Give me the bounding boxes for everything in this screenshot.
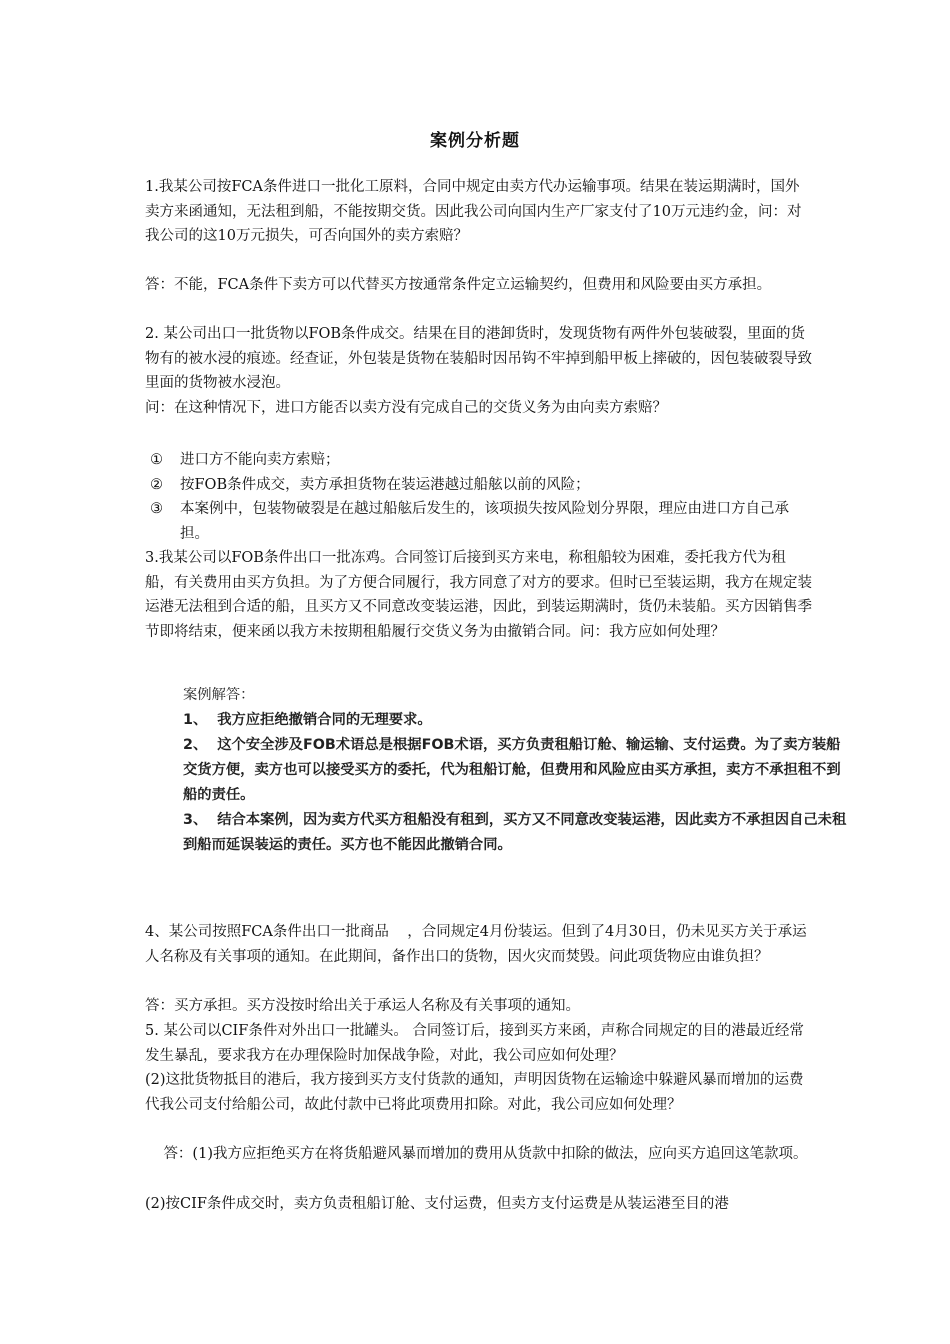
answer-3-item: 3、 结合本案例，因为卖方代买方租船没有租到，买方又不同意改变装运港，因此卖方不承担因自己未租到船而延误装运的责任。买方也不能因此撤销合同。 bbox=[183, 812, 847, 853]
question-5: 5. 某公司以CIF条件对外出口一批罐头。 合同签订后，接到买方来函，声称合同规定的目的港最近经常发生暴乱，要求我方在办理保险时加保战争险，对此，我公司应如何处理？ bbox=[145, 1023, 804, 1064]
list-item bbox=[150, 448, 812, 473]
answer-3-heading: 案例解答： bbox=[183, 687, 255, 703]
list-marker: ③ bbox=[150, 501, 163, 517]
list-marker: ① bbox=[150, 452, 163, 468]
question-3: 3.我某公司以FOB条件出口一批冻鸡。合同签订后接到买方来电，称租船较为困难，委托我方代为租船，有关费用由买方负担。为了方便合同履行，我方同意了对方的要求。但时已至装运期，我方在规定装运港无法租到合适的船，且买方又不同意改变装运港，因此，到装运期满时，货仍未装船。买方因销售季节即将结束，便来函以我方未按期租船履行交货义务为由撤销合同。问：我方应如何处理？ bbox=[145, 550, 812, 640]
answer-4: 答：买方承担。买方没按时给出关于承运人名称及有关事项的通知。 bbox=[145, 998, 580, 1014]
answer-3-item: 1、 我方应拒绝撤销合同的无理要求。 bbox=[183, 712, 432, 728]
answer-3-image-block bbox=[183, 683, 853, 858]
list-item bbox=[150, 473, 812, 498]
question-1: 1.我某公司按FCA条件进口一批化工原料，合同中规定由卖方代办运输事项。结果在装运期满时，国外卖方来函通知，无法租到船，不能按期交货。因此我公司向国内生产厂家支付了10万元违约金，问：对我公司的这10万元损失，可否向国外的卖方索赔？ bbox=[145, 179, 802, 244]
list-item-text: 按FOB条件成交，卖方承担货物在装运港越过船舷以前的风险； bbox=[180, 476, 590, 493]
answer-5-part-1: 答：(1)我方应拒绝买方在将货船避风暴而增加的费用从货款中扣除的做法，应向买方追回这笔款项。 bbox=[145, 1146, 808, 1162]
page-title: 案例分析题 bbox=[430, 131, 520, 151]
answer-2-list bbox=[150, 448, 812, 546]
list-marker: ② bbox=[150, 476, 163, 493]
question-2-ask: 问：在这种情况下，进口方能否以卖方没有完成自己的交货义务为由向卖方索赔？ bbox=[145, 400, 667, 416]
question-5-part-2: (2)这批货物抵目的港后，我方接到买方支付货款的通知，声明因货物在运输途中躲避风暴而增加的运费代我公司支付给船公司，故此付款中已将此项费用扣除。对此，我公司应如何处理？ bbox=[145, 1072, 804, 1113]
answer-5-part-2: (2)按CIF条件成交时，卖方负责租船订舱、支付运费，但卖方支付运费是从装运港至目的港 bbox=[145, 1196, 729, 1212]
list-item-text: 本案例中，包装物破裂是在越过船舷后发生的，该项损失按风险划分界限，理应由进口方自己承担。 bbox=[180, 501, 789, 542]
question-4: 4、某公司按照FCA条件出口一批商品 ，合同规定4月份装运。但到了4月30日，仍未见买方关于承运人名称及有关事项的通知。在此期间，备作出口的货物，因火灾而焚毁。问此项货物应由谁负担？ bbox=[145, 924, 807, 965]
question-2: 2. 某公司出口一批货物以FOB条件成交。结果在目的港卸货时，发现货物有两件外包装破裂，里面的货物有的被水浸的痕迹。经查证，外包装是货物在装船时因吊钩不牢掉到船甲板上摔破的，因包装破裂导致里面的货物被水浸泡。 bbox=[145, 326, 812, 391]
list-item bbox=[150, 497, 812, 546]
list-item-text: 进口方不能向卖方索赔； bbox=[180, 452, 340, 468]
answer-3-item: 2、 这个安全涉及FOB术语总是根据FOB术语，买方负责租船订舱、输运输、支付运费。为了卖方装船交货方便，卖方也可以接受买方的委托，代为租船订舱，但费用和风险应由买方承担，卖方不承担租不到船的责任。 bbox=[183, 737, 841, 803]
answer-1: 答：不能，FCA条件下卖方可以代替买方按通常条件定立运输契约，但费用和风险要由买方承担。 bbox=[145, 277, 772, 293]
